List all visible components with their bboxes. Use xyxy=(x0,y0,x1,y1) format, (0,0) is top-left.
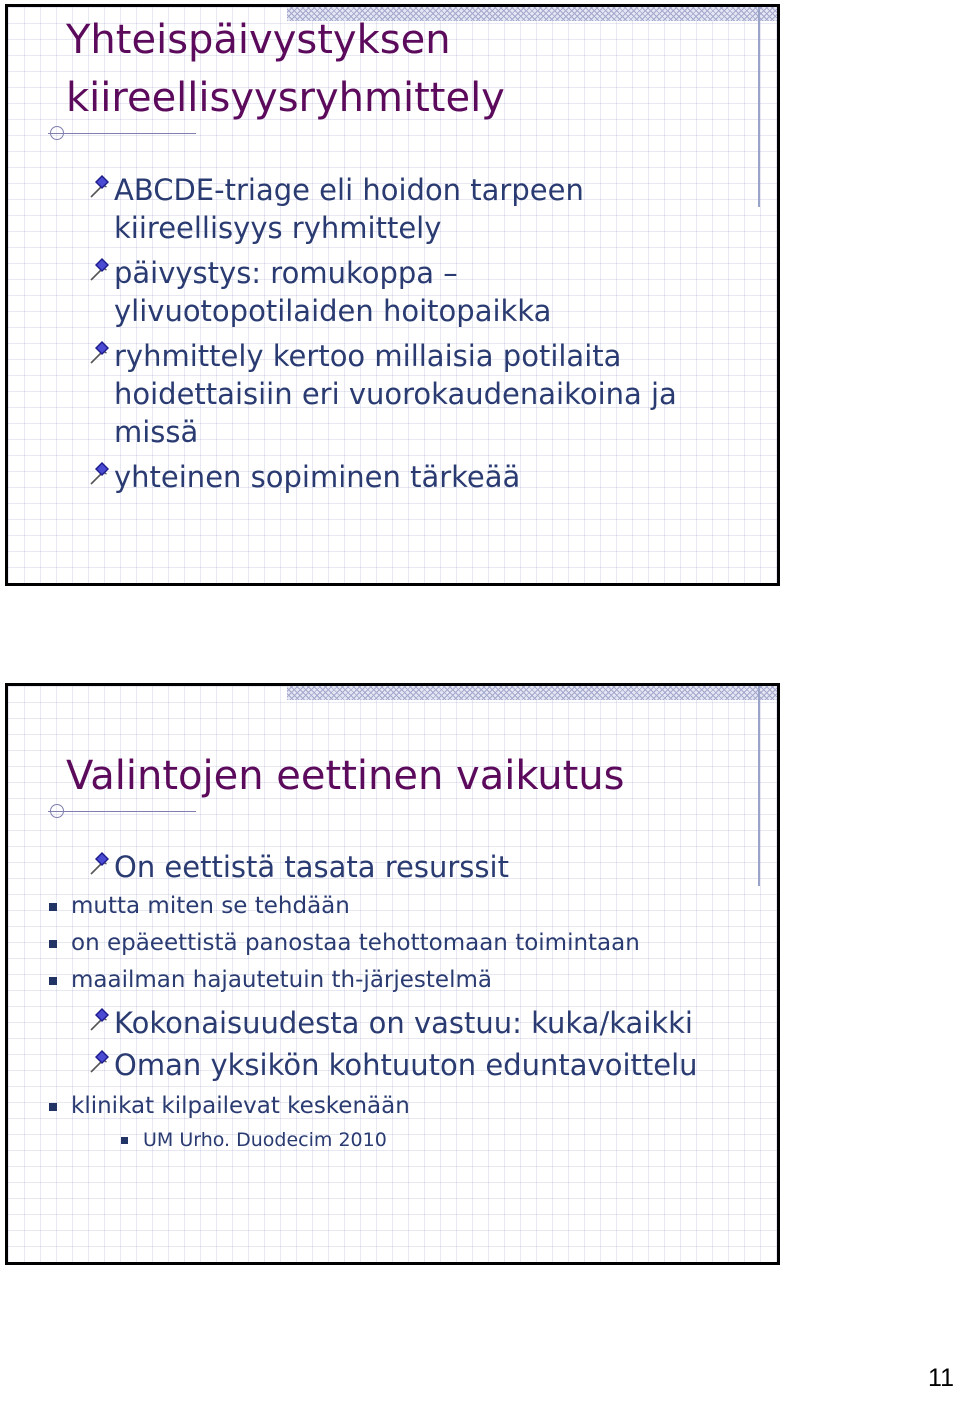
sub-sub-bullet-item: UM Urho. Duodecim 2010 xyxy=(115,1125,410,1155)
slide-2-sub-bullets-lower xyxy=(8,1088,410,1155)
slide-1-bullets xyxy=(86,171,677,503)
diamond-arrow-icon xyxy=(86,173,112,199)
bullet-item: ABCDE-triage eli hoidon tarpeen kiireellisyys ryhmittely xyxy=(86,171,677,247)
slide-2-title: Valintojen eettinen vaikutus xyxy=(66,753,625,799)
page-number: 11 xyxy=(928,1364,954,1392)
title-circle-decoration xyxy=(50,804,64,818)
title-circle-decoration xyxy=(50,126,64,140)
sub-bullet-item: mutta miten se tehdään xyxy=(43,888,640,925)
diamond-arrow-icon xyxy=(86,850,112,876)
bullet-item: On eettistä tasata resurssit xyxy=(86,848,509,886)
slide-2-bullets xyxy=(86,848,509,886)
bullet-item: ryhmittely kertoo millaisia potilaita hoidettaisiin eri vuorokaudenaikoina ja missä xyxy=(86,337,677,451)
bullet-item: Oman yksikön kohtuuton eduntavoittelu xyxy=(86,1046,698,1084)
title-underline xyxy=(48,811,196,812)
right-accent-line xyxy=(758,686,760,886)
diamond-arrow-icon xyxy=(86,460,112,486)
diamond-arrow-icon xyxy=(86,1006,112,1032)
header-hatch-decoration xyxy=(287,686,777,700)
title-underline xyxy=(48,133,196,134)
slide-2 xyxy=(5,683,780,1265)
slide-2-sub-bullets xyxy=(8,888,640,999)
diamond-arrow-icon xyxy=(86,1048,112,1074)
bullet-item: Kokonaisuudesta on vastuu: kuka/kaikki xyxy=(86,1004,698,1042)
sub-bullet-item: klinikat kilpailevat keskenään xyxy=(43,1088,410,1125)
diamond-arrow-icon xyxy=(86,339,112,365)
sub-bullet-item: maailman hajautetuin th-järjestelmä xyxy=(43,962,640,999)
bullet-item: yhteinen sopiminen tärkeää xyxy=(86,458,677,496)
bullet-item: päivystys: romukoppa – ylivuotopotilaiden hoitopaikka xyxy=(86,254,677,330)
slide-1-title: Yhteispäivystyksen kiireellisyysryhmittely xyxy=(66,17,505,121)
sub-bullet-item: on epäeettistä panostaa tehottomaan toimintaan xyxy=(43,925,640,962)
slide-2-bullets-lower xyxy=(86,1004,698,1084)
diamond-arrow-icon xyxy=(86,256,112,282)
right-accent-line xyxy=(758,7,760,207)
slide-1 xyxy=(5,4,780,586)
